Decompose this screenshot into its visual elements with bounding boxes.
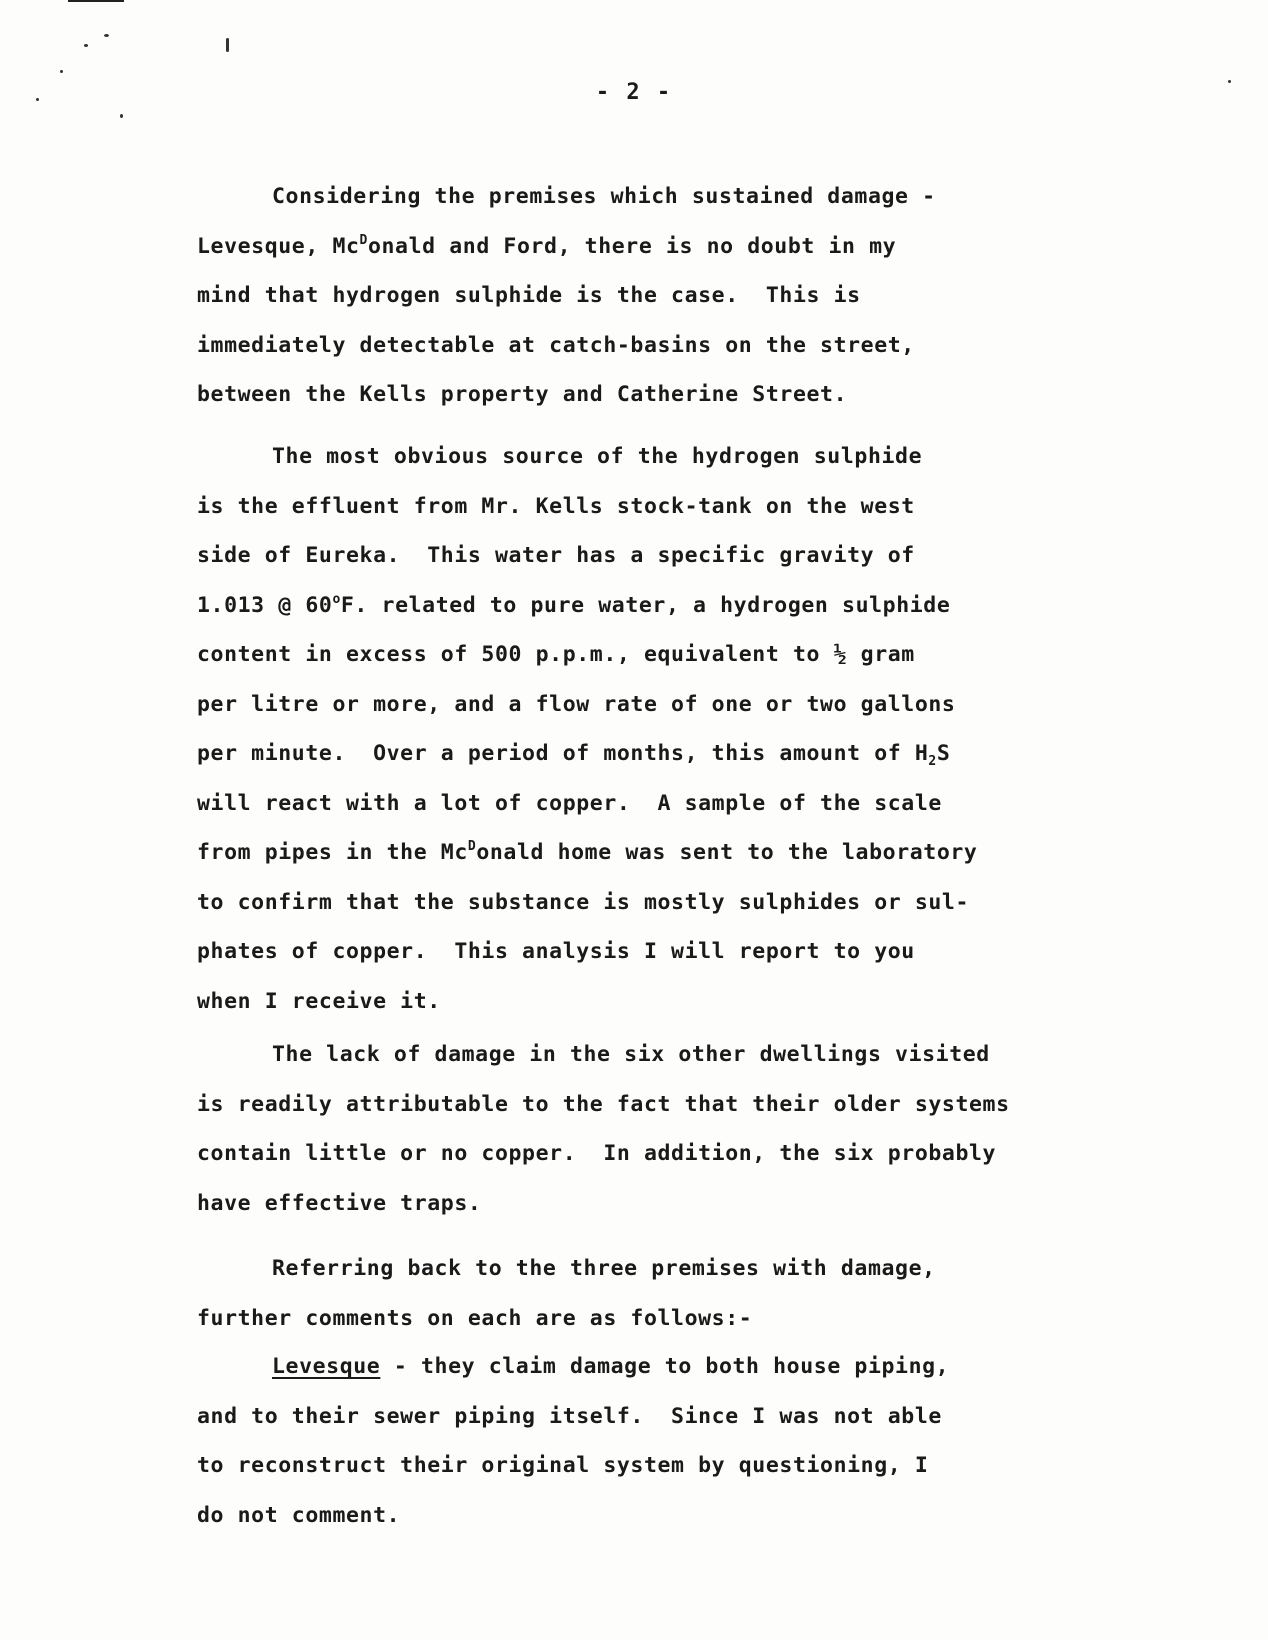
scan-speck: [120, 114, 123, 118]
text-line: content in excess of 500 p.p.m., equivalent to ½ gram: [197, 642, 915, 667]
text-line: do not comment.: [197, 1502, 401, 1528]
text-line: Levesque - they claim damage to both house piping,: [272, 1354, 950, 1379]
paragraph-3: [197, 1030, 1097, 1228]
paragraph-2: [197, 432, 1097, 1026]
text-line: further comments on each are as follows:-: [197, 1305, 753, 1331]
text-line: side of Eureka. This water has a specific gravity of: [197, 543, 915, 568]
text-line: when I receive it.: [197, 988, 441, 1014]
paragraph-1: [197, 172, 1097, 420]
scan-speck: [84, 44, 88, 47]
scan-speck: [226, 38, 229, 52]
text-line: per minute. Over a period of months, this amount of $H_2S$: [197, 741, 951, 769]
paragraph-4: [197, 1244, 1097, 1343]
text-line: Levesque, $Mc^Donald$ and Ford, there is no doubt in my: [197, 232, 897, 259]
text-line: phates of copper. This analysis I will report to you: [197, 939, 915, 964]
text-line: between the Kells property and Catherine Street.: [197, 382, 848, 407]
top-edge-mark: [68, 0, 124, 2]
paragraph-5: [197, 1342, 1097, 1540]
page-number: - 2 -: [595, 80, 673, 105]
fraction-half: ½: [833, 642, 848, 667]
text-line: mind that hydrogen sulphide is the case. This is: [197, 283, 861, 308]
text-line: 1.013 @ 60$^o$F. related to pure water, a hydrogen sulphide: [197, 591, 951, 618]
text-line: will react with a lot of copper. A sample of the scale: [197, 790, 942, 816]
text-line: The most obvious source of the hydrogen sulphide: [272, 444, 923, 469]
text-line: have effective traps.: [197, 1190, 482, 1216]
text-line: to confirm that the substance is mostly sulphides or sul-: [197, 889, 970, 915]
text-line: Referring back to the three premises with damage,: [272, 1256, 936, 1281]
text-line: to reconstruct their original system by questioning, I: [197, 1453, 929, 1478]
scan-speck: [60, 70, 63, 73]
text-line: and to their sewer piping itself. Since I was not able: [197, 1403, 942, 1429]
text-line: per litre or more, and a flow rate of one or two gallons: [197, 691, 956, 717]
text-line: from pipes in the $Mc^Donald$ home was sent to the laboratory: [197, 839, 978, 865]
text-line: is the effluent from Mr. Kells stock-tank on the west: [197, 493, 915, 519]
text-line: Considering the premises which sustained damage -: [272, 184, 936, 209]
text-line: The lack of damage in the six other dwellings visited: [272, 1042, 990, 1067]
text-line: is readily attributable to the fact that their older systems: [197, 1091, 1010, 1117]
scan-speck: [104, 34, 109, 37]
section-heading-levesque: Levesque: [272, 1354, 381, 1379]
text-line: immediately detectable at catch-basins on the street,: [197, 332, 915, 358]
text-line: contain little or no copper. In addition, the six probably: [197, 1141, 997, 1166]
